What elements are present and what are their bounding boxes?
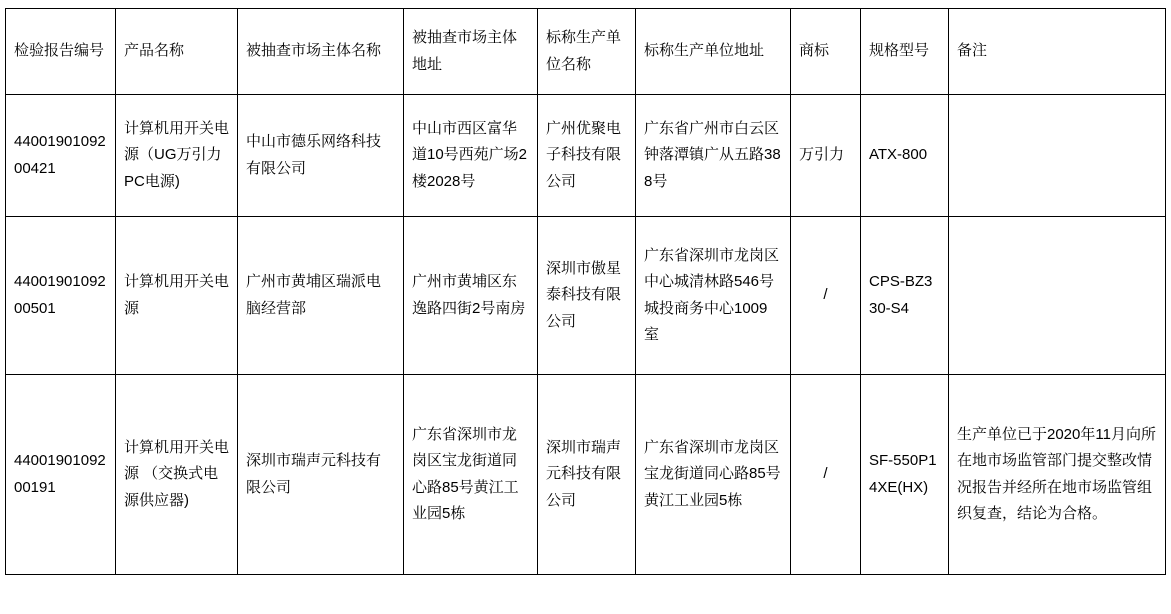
column-header-model: 规格型号 <box>861 9 949 95</box>
cell-producer-address: 广东省广州市白云区钟落潭镇广从五路388号 <box>636 95 791 217</box>
column-header-entity-address: 被抽查市场主体地址 <box>404 9 538 95</box>
column-header-report-no: 检验报告编号 <box>6 9 116 95</box>
cell-product-name: 计算机用开关电源（UG万引力PC电源) <box>116 95 238 217</box>
cell-trademark: / <box>791 217 861 375</box>
cell-remark: 生产单位已于2020年11月向所在地市场监管部门提交整改情况报告并经所在地市场监管组织复查，结论为合格。 <box>949 375 1166 575</box>
cell-entity-address: 广东省深圳市龙岗区宝龙街道同心路85号黄江工业园5栋 <box>404 375 538 575</box>
cell-producer-address: 广东省深圳市龙岗区宝龙街道同心路85号黄江工业园5栋 <box>636 375 791 575</box>
column-header-remark: 备注 <box>949 9 1166 95</box>
cell-report-no: 4400190109200501 <box>6 217 116 375</box>
cell-product-name: 计算机用开关电源 <box>116 217 238 375</box>
cell-producer-address: 广东省深圳市龙岗区中心城清林路546号城投商务中心1009室 <box>636 217 791 375</box>
cell-trademark: / <box>791 375 861 575</box>
cell-model: SF-550P14XE(HX) <box>861 375 949 575</box>
column-header-producer-name: 标称生产单位名称 <box>538 9 636 95</box>
cell-entity-name: 深圳市瑞声元科技有限公司 <box>238 375 404 575</box>
column-header-producer-address: 标称生产单位地址 <box>636 9 791 95</box>
cell-report-no: 4400190109200421 <box>6 95 116 217</box>
cell-model: CPS-BZ330-S4 <box>861 217 949 375</box>
cell-remark <box>949 217 1166 375</box>
table-row <box>6 375 1166 575</box>
cell-producer-name: 深圳市傲星泰科技有限公司 <box>538 217 636 375</box>
inspection-results-table <box>5 8 1166 575</box>
cell-remark <box>949 95 1166 217</box>
cell-product-name: 计算机用开关电源 （交换式电源供应器) <box>116 375 238 575</box>
cell-model: ATX-800 <box>861 95 949 217</box>
cell-producer-name: 深圳市瑞声元科技有限公司 <box>538 375 636 575</box>
cell-entity-address: 中山市西区富华道10号西苑广场2楼2028号 <box>404 95 538 217</box>
table-header-row <box>6 9 1166 95</box>
cell-trademark: 万引力 <box>791 95 861 217</box>
cell-entity-name: 中山市德乐网络科技有限公司 <box>238 95 404 217</box>
cell-report-no: 4400190109200191 <box>6 375 116 575</box>
cell-entity-address: 广州市黄埔区东逸路四街2号南房 <box>404 217 538 375</box>
table-row <box>6 95 1166 217</box>
column-header-entity-name: 被抽查市场主体名称 <box>238 9 404 95</box>
column-header-trademark: 商标 <box>791 9 861 95</box>
cell-entity-name: 广州市黄埔区瑞派电脑经营部 <box>238 217 404 375</box>
table-row <box>6 217 1166 375</box>
cell-producer-name: 广州优聚电子科技有限公司 <box>538 95 636 217</box>
column-header-product-name: 产品名称 <box>116 9 238 95</box>
